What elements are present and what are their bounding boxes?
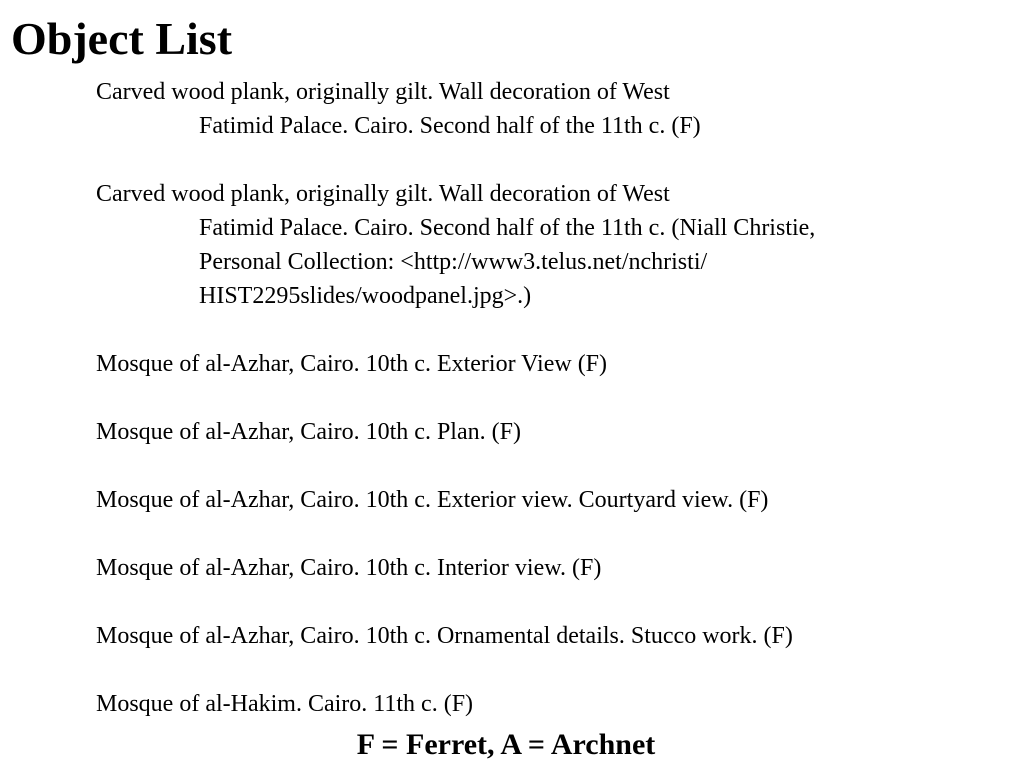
entry-line: Carved wood plank, originally gilt. Wall decoration of West xyxy=(96,181,670,207)
entry-line: Mosque of al-Azhar, Cairo. 10th c. Ornamental details. Stucco work. (F) xyxy=(96,623,793,649)
entry-line: Mosque of al-Hakim. Cairo. 11th c. (F) xyxy=(96,691,474,717)
entry-line: Carved wood plank, originally gilt. Wall decoration of West xyxy=(96,79,670,105)
entry-line: Mosque of al-Azhar, Cairo. 10th c. Exterior View (F) xyxy=(96,351,608,377)
object-entry-8 xyxy=(96,687,996,721)
object-entry-1 xyxy=(96,75,996,143)
entry-line: Fatimid Palace. Cairo. Second half of the 11th c. (Niall Christie, xyxy=(199,215,816,241)
object-entry-3 xyxy=(96,347,996,381)
entry-line: Mosque of al-Azhar, Cairo. 10th c. Interior view. (F) xyxy=(96,555,602,581)
entry-line: Fatimid Palace. Cairo. Second half of the 11th c. (F) xyxy=(199,113,701,139)
object-entry-5 xyxy=(96,483,996,517)
entry-line: Mosque of al-Azhar, Cairo. 10th c. Exterior view. Courtyard view. (F) xyxy=(96,487,769,513)
object-entry-4 xyxy=(96,415,996,449)
object-entry-7 xyxy=(96,619,996,653)
page-title: Object List xyxy=(11,13,233,64)
entry-line: Mosque of al-Azhar, Cairo. 10th c. Plan. (F) xyxy=(96,419,521,445)
object-entry-2 xyxy=(96,177,996,313)
entry-line: HIST2295slides/woodpanel.jpg>.) xyxy=(199,283,532,309)
object-entry-6 xyxy=(96,551,996,585)
object-list xyxy=(96,75,996,755)
legend: F = Ferret, A = Archnet xyxy=(356,728,656,761)
entry-line: Personal Collection: <http://www3.telus.net/nchristi/ xyxy=(199,249,708,275)
